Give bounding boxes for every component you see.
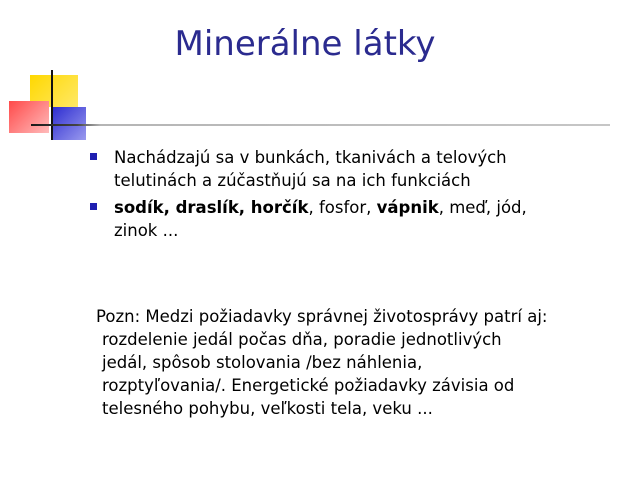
minerals-bold-1: sodík, draslík, horčík — [114, 198, 309, 217]
minerals-text-2: , meď, jód, — [438, 198, 527, 217]
bullet-2-line-2: zinok ... — [114, 221, 179, 240]
bullet-list — [90, 146, 610, 246]
title-divider-line — [31, 124, 610, 126]
note-line-4: rozptyľovania/. Energetické požiadavky závisia od — [102, 376, 515, 395]
square-bullet-icon — [90, 203, 97, 210]
minerals-bold-2: vápnik — [376, 198, 439, 217]
decorative-vertical-line — [51, 70, 53, 140]
slide-title: Minerálne látky — [174, 24, 436, 64]
square-bullet-icon — [90, 153, 97, 160]
note-paragraph — [96, 305, 626, 420]
bullet-item-2 — [90, 196, 610, 242]
note-line-2: rozdelenie jedál počas dňa, poradie jednotlivých — [102, 330, 502, 349]
decorative-red-square — [9, 101, 49, 133]
note-line-3: jedál, spôsob stolovania /bez náhlenia, — [102, 353, 423, 372]
note-line-5: telesného pohybu, veľkosti tela, veku ... — [102, 399, 433, 418]
bullet-1-line-1: Nachádzajú sa v bunkách, tkanivách a telových — [114, 148, 507, 167]
bullet-1-line-2: telutinách a zúčastňujú sa na ich funkciách — [114, 171, 471, 190]
note-line-1: Pozn: Medzi požiadavky správnej životosprávy patrí aj: — [96, 307, 548, 326]
bullet-item-1 — [90, 146, 610, 192]
minerals-text-1: , fosfor, — [308, 198, 377, 217]
